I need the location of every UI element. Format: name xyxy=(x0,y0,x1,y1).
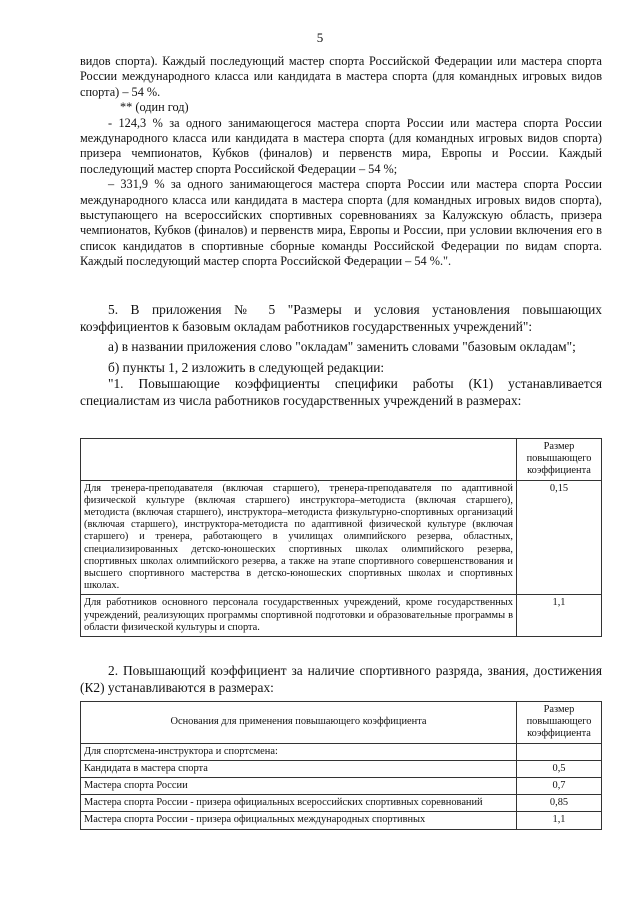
paragraph-124: - 124,3 % за одного занимающегося мастера спорта России или мастера спорта России международного класса или кандидата в мастера спорта (для командных игровых видов спорта) призера чемпионатов, Кубков (финалов) и первенств мира, Европы и России. Каждый последующий мастер спорта Российской Федерации – 54 %; xyxy=(80,115,602,176)
item2-block xyxy=(80,663,602,696)
section5-heading: 5. В приложения № 5 "Размеры и условия установления повышающих коэффициентов к базовым окладам работников государственных учреждений": xyxy=(80,302,602,334)
section5-item-1: "1. Повышающие коэффициенты специфики работы (К1) устанавливается специалистам из числа работников государственных учреждений в размерах: xyxy=(80,376,602,408)
paragraph-continuation: видов спорта). Каждый последующий мастер спорта Российской Федерации или мастера спорта России международного класса или кандидата в мастера спорта (для командных игровых видов спорта) – 54 %. xyxy=(80,54,602,99)
page-number: 5 xyxy=(316,30,324,45)
section5-block xyxy=(80,302,602,410)
table-cell-desc: Мастера спорта России xyxy=(81,778,517,795)
table-row xyxy=(81,760,602,777)
table-cell-empty xyxy=(517,743,602,760)
table-header-value: Размер повышающего коэффициента xyxy=(517,439,602,481)
table-cell-value: 0,5 xyxy=(517,760,602,777)
table-row xyxy=(81,595,602,637)
table-row xyxy=(81,795,602,812)
table-group-row xyxy=(81,743,602,760)
table-cell-group: Для спортсмена-инструктора и спортсмена: xyxy=(81,743,517,760)
table-cell-desc: Для тренера-преподавателя (включая старшего), тренера-преподавателя по адаптивной физической культуре (включая старшего) инструктора–методиста (включая старшего), методиста (включая старшего), инструктора–методиста физкультурно-спортивных организаций (включая старшего), инструктора-методиста по адаптивной физической культуре (включая старшего) и тренера, работающего в училищах олимпийского резерва, областных, специализированных детско-юношеских спортивных школах олимпийского резерва, спортивных школах олимпийского резерва, а также на этапе спортивного совершенствования и высшего спортивного мастерства в детско-юношеских спортивных школах и спортивных школах. xyxy=(81,480,517,595)
table-cell-desc: Мастера спорта России - призера официальных международных спортивных xyxy=(81,812,517,829)
table-cell-value: 1,1 xyxy=(517,812,602,829)
section5-item-b: б) пункты 1, 2 изложить в следующей редакции: xyxy=(108,359,385,375)
footnote-marker: ** (один год) xyxy=(120,100,189,115)
table-row xyxy=(81,812,602,829)
item2-paragraph: 2. Повышающий коэффициент за наличие спортивного разряда, звания, достижения (К2) устанавливаются в размерах: xyxy=(80,663,602,695)
table-cell-desc: Кандидата в мастера спорта xyxy=(81,760,517,777)
table-row xyxy=(81,778,602,795)
table-cell-value: 0,15 xyxy=(517,480,602,595)
table-header-empty xyxy=(81,439,517,481)
table-row xyxy=(81,480,602,595)
top-text-block xyxy=(80,54,602,270)
table-header-value: Размер повышающего коэффициента xyxy=(517,702,602,744)
coefficient-table-k1 xyxy=(80,438,602,637)
table-cell-desc: Мастера спорта России - призера официальных всероссийских спортивных соревнований xyxy=(81,795,517,812)
paragraph-331: – 331,9 % за одного занимающегося мастера спорта России или мастера спорта России международного класса или кандидата в мастера спорта (для командных игровых видов спорта), выступающего на всероссийских спортивных соревнованиях за Калужскую область, призера чемпионатов, Кубков (финалов) и первенств мира, Европы и России, при условии включения его в список кандидатов в спортивные сборные команды Российской Федерации по видам спорта. Каждый последующий мастер спорта Российской Федерации – 54 %.". xyxy=(80,177,602,269)
table-header-desc: Основания для применения повышающего коэффициента xyxy=(81,702,517,744)
table-cell-value: 1,1 xyxy=(517,595,602,637)
coefficient-table-k2 xyxy=(80,701,602,830)
table-header-row xyxy=(81,702,602,744)
table-cell-value: 0,7 xyxy=(517,778,602,795)
table-cell-desc: Для работников основного персонала государственных учреждений, кроме государственных учреждений, реализующих программы спортивной подготовки и образовательные программы в области физической культуры и спорта. xyxy=(81,595,517,637)
section5-item-a: а) в названии приложения слово "окладам" заменить словами "базовым окладам"; xyxy=(108,339,576,355)
table-cell-value: 0,85 xyxy=(517,795,602,812)
table-header-row xyxy=(81,439,602,481)
